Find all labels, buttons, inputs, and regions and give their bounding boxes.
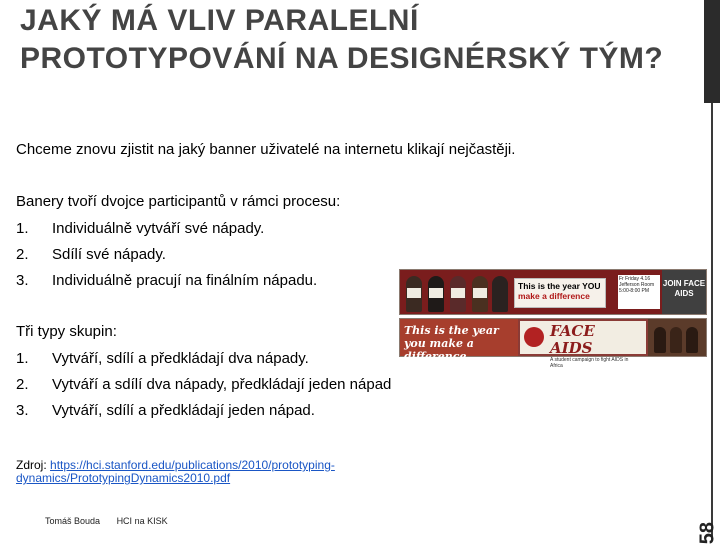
list-item (16, 402, 391, 428)
source-label: Zdroj: (16, 458, 51, 472)
banner2-logo-panel (520, 321, 646, 369)
sign-shape (407, 288, 421, 298)
intro-text: Chceme znovu zjistit na jaký banner uživatelé na internetu klikají nejčastěji. (16, 141, 516, 158)
slide-title: JAKÝ MÁ VLIV PARALELNÍ PROTOTYPOVÁNÍ NA DESIGNÉRSKÝ TÝM? (20, 4, 664, 75)
list-number: 1. (16, 220, 29, 237)
list-text: Vytváří, sdílí a předkládají jeden nápad. (52, 402, 315, 419)
list-number: 1. (16, 350, 29, 367)
sign-shape (451, 288, 465, 298)
list-text: Vytváří a sdílí dva nápady, předkládají jeden nápad (52, 376, 392, 393)
process-list (16, 220, 317, 298)
groups-heading: Tři typy skupin: (16, 323, 117, 340)
ribbon-icon (524, 327, 544, 347)
banner2-tagline: A student campaign to fight AIDS in Africa (550, 357, 629, 369)
list-item (16, 272, 317, 298)
slide-number: 58 (696, 522, 718, 544)
list-text: Vytváří, sdílí a předkládají dva nápady. (52, 350, 309, 367)
banner1-slogan-line1: This is the year YOU (518, 281, 601, 291)
banner-image-2 (399, 318, 707, 369)
groups-list (16, 350, 391, 428)
child-figure (654, 327, 666, 353)
list-number: 3. (16, 272, 29, 289)
list-number: 2. (16, 246, 29, 263)
process-heading: Banery tvoří dvojce participantů v rámci procesu: (16, 193, 341, 210)
banner-image-1 (399, 269, 707, 315)
list-item (16, 220, 317, 246)
list-number: 3. (16, 402, 29, 419)
sign-shape (473, 288, 487, 298)
list-text: Sdílí své nápady. (52, 246, 166, 263)
list-item (16, 376, 391, 402)
banner1-slogan-line2: make a difference (518, 291, 590, 301)
child-figure (686, 327, 698, 353)
footer (45, 516, 182, 526)
source-citation (16, 459, 436, 485)
banner2-logo-text: FACE AIDS (550, 322, 595, 357)
banner1-event-card: Fr Friday 4.16 Jefferson Room 5:00-8:00 PM (618, 275, 660, 309)
list-text: Individuálně vytváří své nápady. (52, 220, 265, 237)
sign-shape (429, 288, 443, 298)
child-figure (670, 327, 682, 353)
list-text: Individuálně pracují na finálním nápadu. (52, 272, 318, 289)
footer-author: Tomáš Bouda (45, 516, 101, 526)
footer-course: HCI na KISK (116, 516, 168, 526)
list-item (16, 350, 391, 376)
banner2-slogan: This is the year you make a difference (400, 319, 518, 356)
sidebar-rule (711, 103, 713, 540)
list-number: 2. (16, 376, 29, 393)
banner1-join-text: JOIN FACE AIDS (662, 270, 706, 314)
person-figure (492, 276, 508, 312)
banner2-photo (648, 319, 706, 356)
banner1-slogan (514, 278, 606, 308)
source-link[interactable]: https://hci.stanford.edu/publications/2010/prototyping-dynamics/PrototypingDynamics2010.pdf (16, 458, 335, 485)
list-item (16, 246, 317, 272)
sidebar-dark-block (704, 0, 720, 103)
